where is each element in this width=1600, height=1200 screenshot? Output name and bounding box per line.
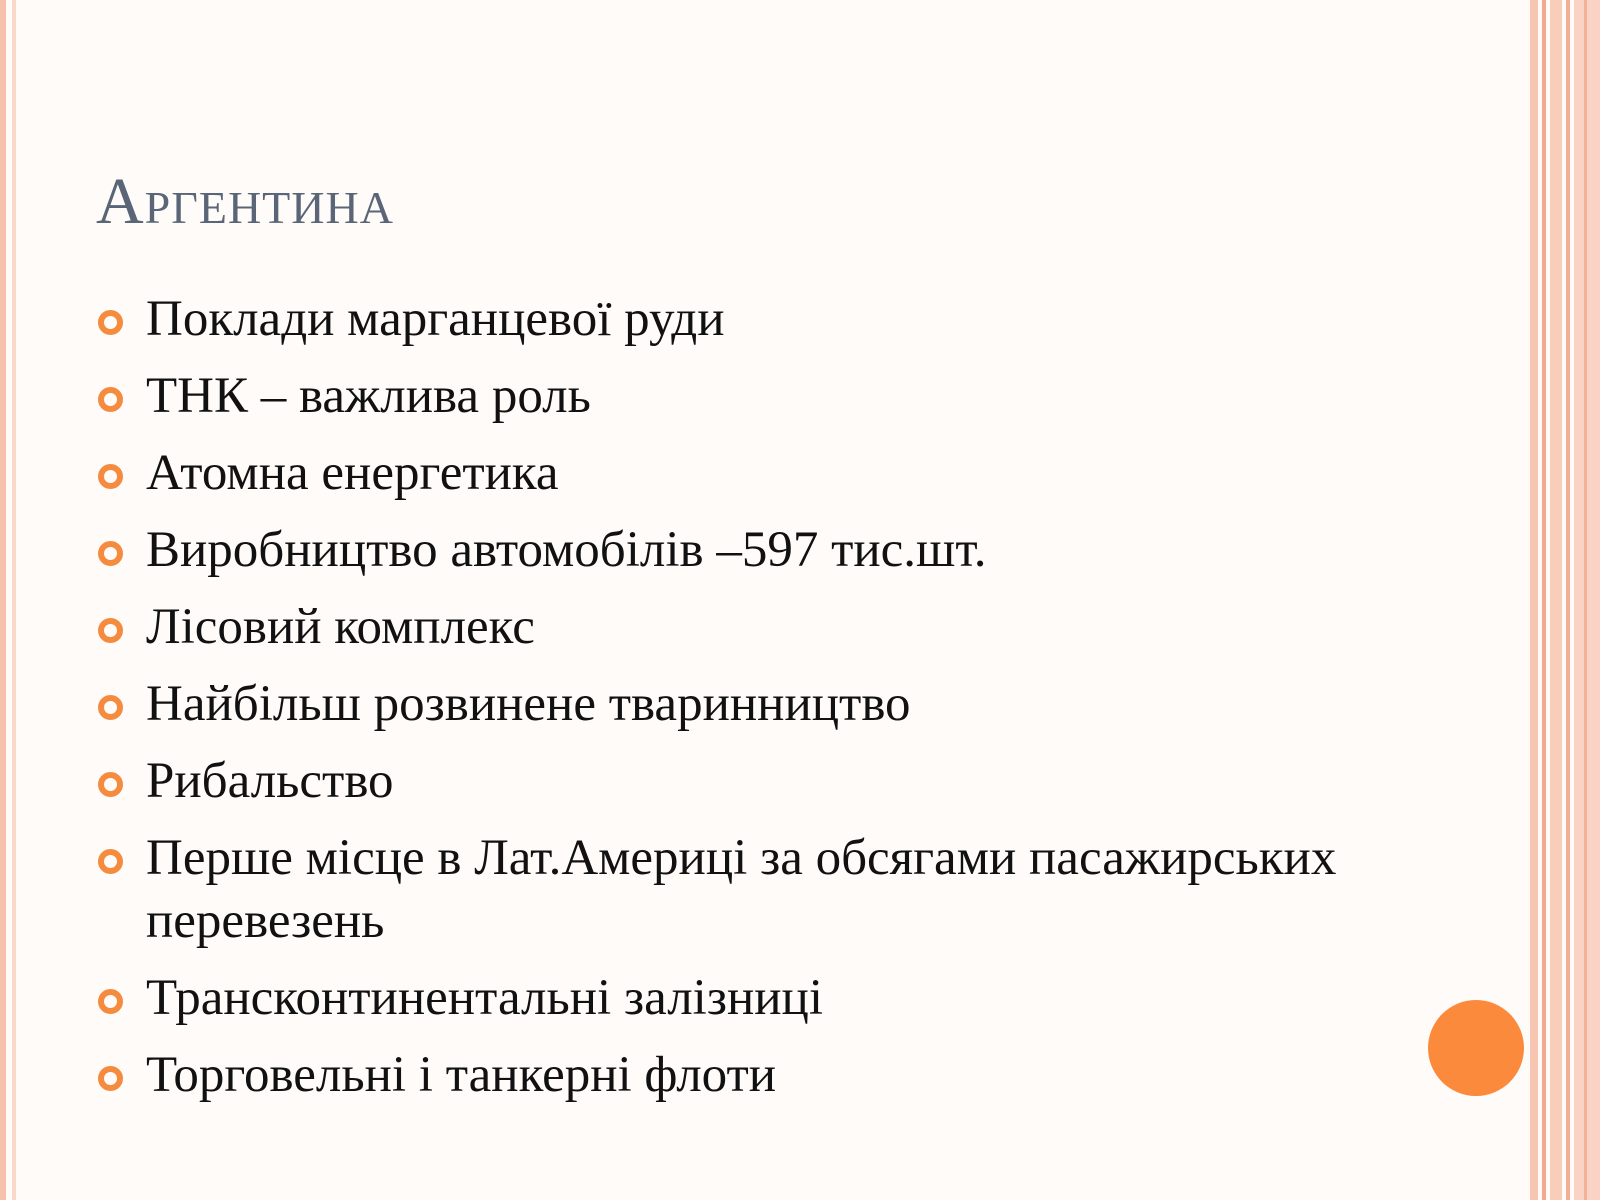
bullet-item (96, 967, 1356, 1030)
bullet-text: ТНК – важлива роль (146, 368, 591, 424)
bullet-item (96, 519, 1356, 582)
right-stripe (1566, 0, 1570, 1200)
right-stripe (1574, 0, 1600, 1200)
right-stripe (1530, 0, 1538, 1200)
bullet-text: Лісовий комплекс (146, 599, 535, 655)
bullet-item (96, 827, 1356, 953)
bullet-item (96, 596, 1356, 659)
circle-bullet-icon (98, 464, 123, 489)
bullet-item (96, 673, 1356, 736)
right-stripe (1542, 0, 1546, 1200)
slide-title: Аргентина (96, 165, 394, 238)
left-border-inner (12, 0, 16, 1200)
bullet-text: Перше місце в Лат.Америці за обсягами пасажирських перевезень (146, 830, 1337, 949)
bullet-item (96, 750, 1356, 813)
orange-circle-decoration (1428, 1000, 1524, 1096)
right-stripe (1550, 0, 1562, 1200)
bullet-text: Виробництво автомобілів –597 тис.шт. (146, 522, 987, 578)
bullet-item (96, 442, 1356, 505)
bullet-text: Атомна енергетика (146, 445, 559, 501)
left-border (0, 0, 6, 1200)
circle-bullet-icon (98, 772, 123, 797)
right-stripe (1584, 0, 1587, 1200)
bullet-text: Торговельні і танкерні флоти (146, 1047, 777, 1103)
circle-bullet-icon (98, 695, 123, 720)
bullet-item (96, 1044, 1356, 1107)
circle-bullet-icon (98, 387, 123, 412)
circle-bullet-icon (98, 849, 123, 874)
bullet-text: Рибальство (146, 753, 394, 809)
circle-bullet-icon (98, 989, 123, 1014)
bullet-text: Трансконтинентальні залізниці (146, 970, 824, 1026)
bullet-item (96, 288, 1356, 351)
circle-bullet-icon (98, 541, 123, 566)
bullet-text: Поклади марганцевої руди (146, 291, 725, 347)
bullet-item (96, 365, 1356, 428)
circle-bullet-icon (98, 310, 123, 335)
bullet-text: Найбільш розвинене тваринництво (146, 676, 911, 732)
circle-bullet-icon (98, 1066, 123, 1091)
bullet-list (96, 288, 1356, 1121)
circle-bullet-icon (98, 618, 123, 643)
